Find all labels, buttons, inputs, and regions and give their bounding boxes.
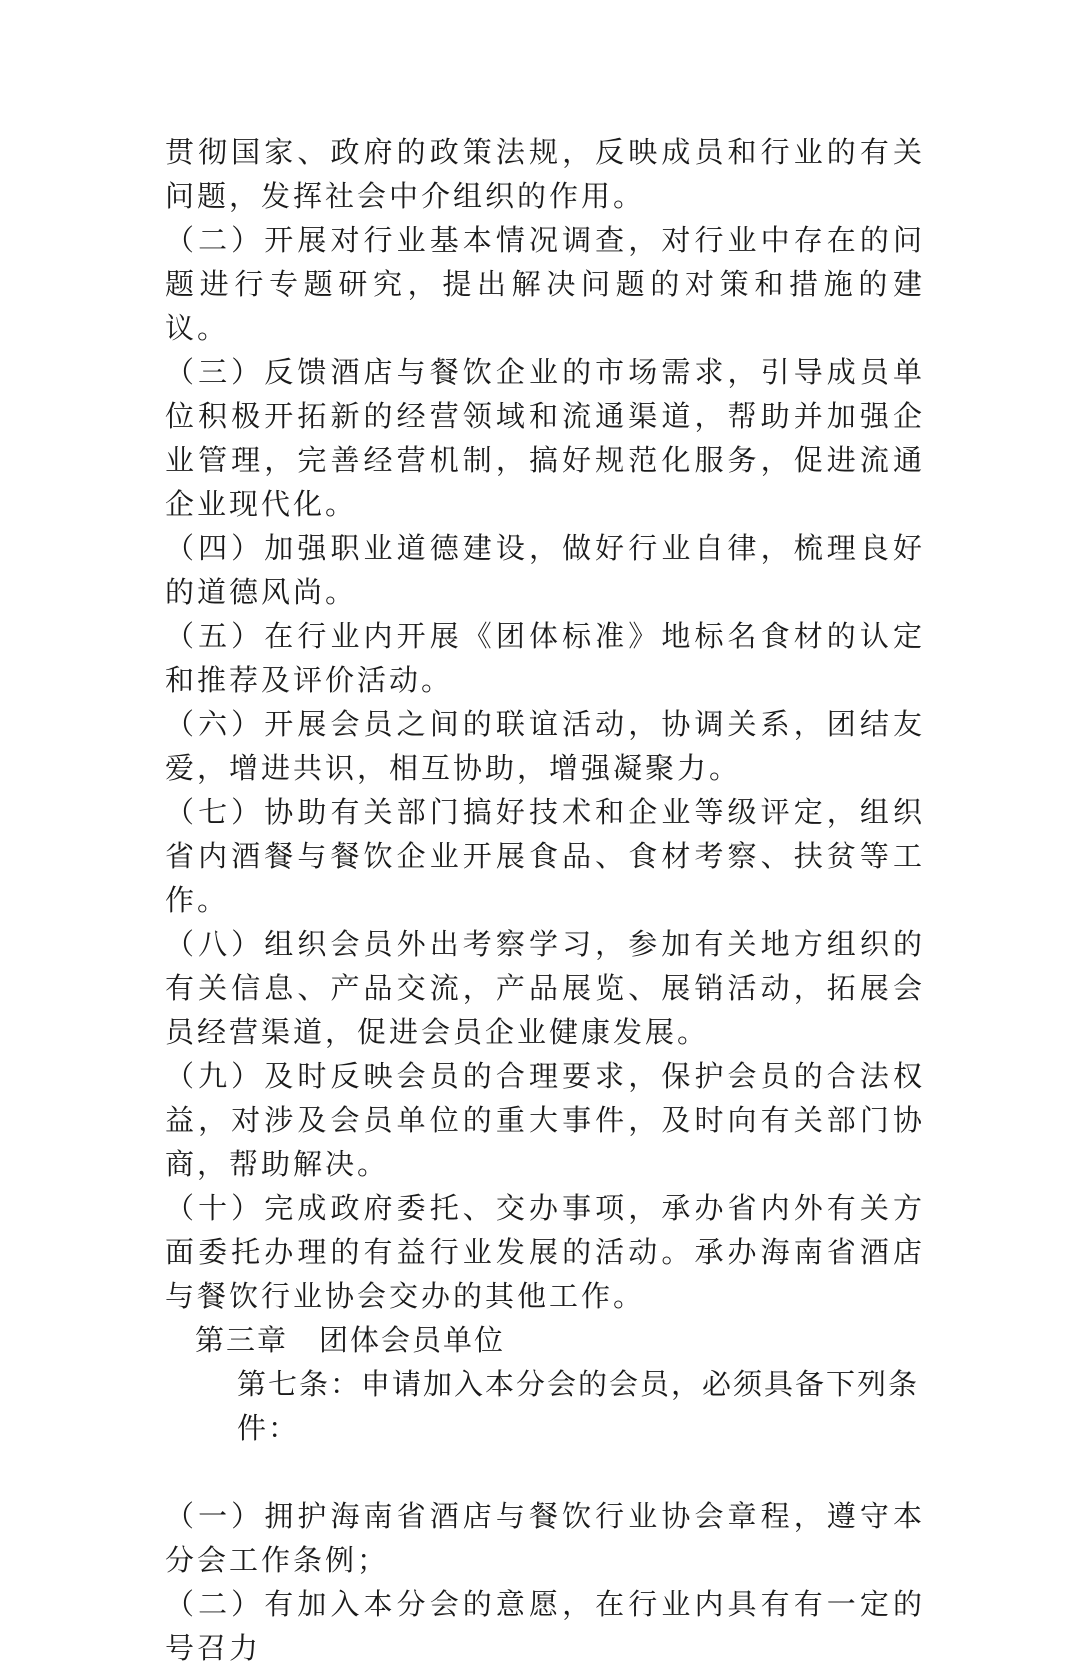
paragraph-duty-2: （二）开展对行业基本情况调查，对行业中存在的问题进行专题研究，提出解决问题的对策和措施的建议。 — [165, 223, 925, 345]
paragraph-duty-3: （三）反馈酒店与餐饮企业的市场需求，引导成员单位积极开拓新的经营领域和流通渠道，帮助并加强企业管理，完善经营机制，搞好规范化服务，促进流通企业现代化。 — [165, 355, 925, 521]
paragraph-duty-7: （七）协助有关部门搞好技术和企业等级评定，组织省内酒餐与餐饮企业开展食品、食材考察、扶贫等工作。 — [165, 795, 925, 917]
paragraph-duty-9: （九）及时反映会员的合理要求，保护会员的合法权益，对涉及会员单位的重大事件，及时向有关部门协商，帮助解决。 — [165, 1059, 925, 1181]
paragraph-duty-4: （四）加强职业道德建设，做好行业自律，梳理良好的道德风尚。 — [165, 531, 925, 609]
paragraph-duty-1-cont: 贯彻国家、政府的政策法规，反映成员和行业的有关问题，发挥社会中介组织的作用。 — [165, 135, 925, 213]
paragraph-duty-5: （五）在行业内开展《团体标准》地标名食材的认定和推荐及评价活动。 — [165, 619, 925, 697]
chapter-title: 第三章 团体会员单位 — [195, 1323, 506, 1357]
paragraph-condition-1: （一）拥护海南省酒店与餐饮行业协会章程，遵守本分会工作条例； — [165, 1499, 925, 1577]
article-heading: 第七条：申请加入本分会的会员，必须具备下列条件： — [237, 1367, 920, 1445]
paragraph-duty-8: （八）组织会员外出考察学习，参加有关地方组织的有关信息、产品交流，产品展览、展销活动，拓展会员经营渠道，促进会员企业健康发展。 — [165, 927, 925, 1049]
paragraph-duty-6: （六）开展会员之间的联谊活动，协调关系，团结友爱，增进共识，相互协助，增强凝聚力。 — [165, 707, 925, 785]
document-body — [165, 130, 925, 1670]
paragraph-duty-10: （十）完成政府委托、交办事项，承办省内外有关方面委托办理的有益行业发展的活动。承办海南省酒店与餐饮行业协会交办的其他工作。 — [165, 1191, 925, 1313]
paragraph-condition-2: （二）有加入本分会的意愿，在行业内具有有一定的号召力 — [165, 1587, 925, 1665]
